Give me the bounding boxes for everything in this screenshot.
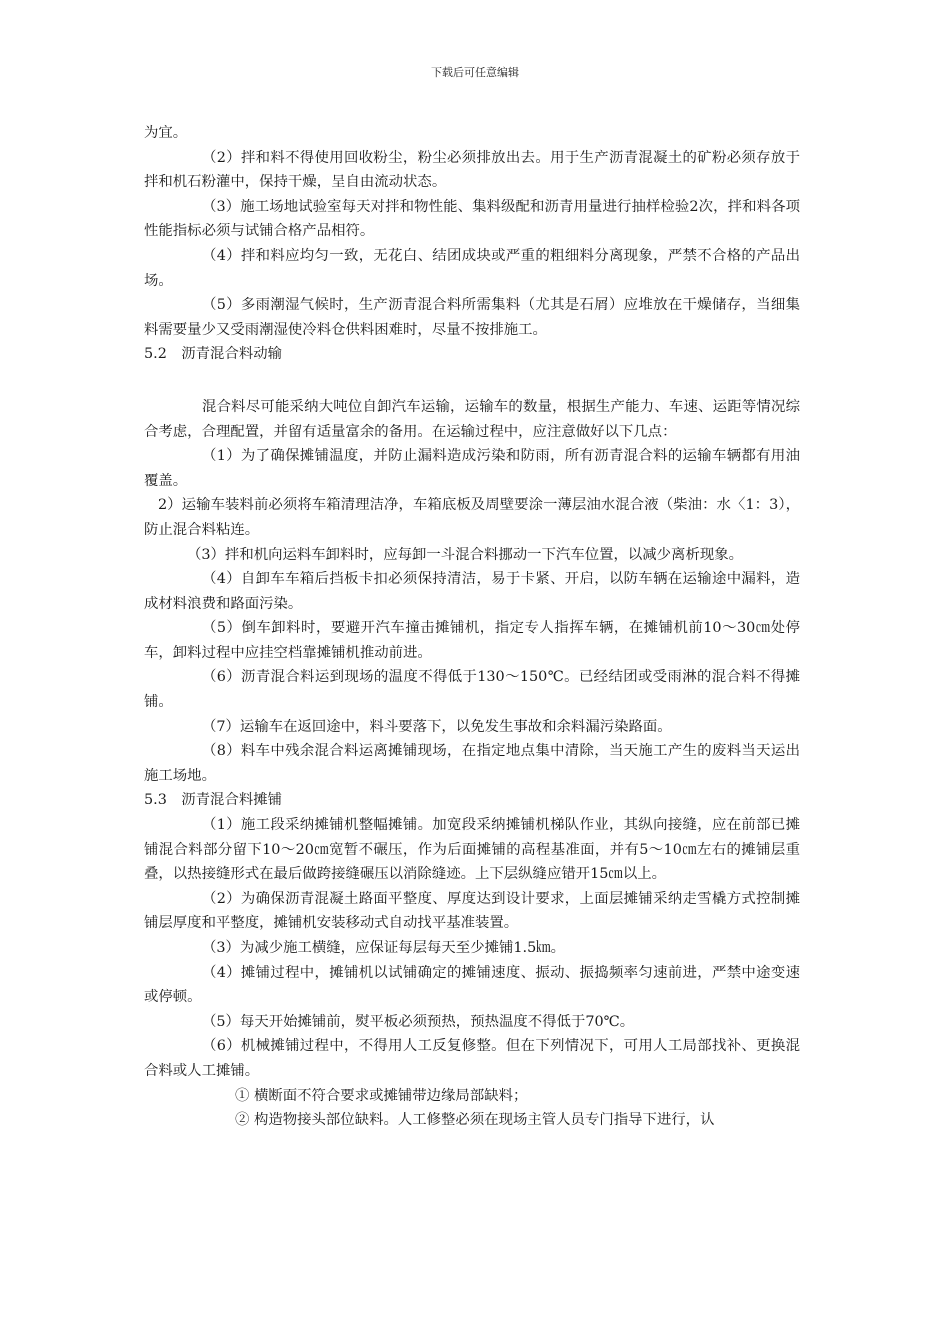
paragraph: 为宜。 [144,125,188,141]
paragraph: （6）机械摊铺过程中，不得用人工反复修整。但在下列情况下，可用人工局部找补、更换混合料或人工摊铺。 [144,1038,800,1079]
paragraph: （5）每天开始摊铺前，熨平板必须预热，预热温度不得低于70℃。 [202,1013,635,1030]
paragraph: （3）为减少施工横缝，应保证每层每天至少摊铺1.5㎞。 [202,940,566,956]
document-body [144,121,800,1133]
paragraph: （5）倒车卸料时，要避开汽车撞击摊铺机，指定专人指挥车辆，在摊铺机前10～30㎝处停车，卸料过程中应挂空档靠摊铺机推动前进。 [144,620,800,661]
paragraph: （8）料车中残余混合料运离摊铺现场，在指定地点集中清除，当天施工产生的废料当天运出施工场地。 [144,743,800,784]
list-item: ① 横断面不符合要求或摊铺带边缘局部缺料； [235,1087,528,1104]
paragraph: （4）自卸车车箱后挡板卡扣必须保持清洁，易于卡紧、开启，以防车辆在运输途中漏料，造成材料浪费和路面污染。 [144,571,800,612]
section-heading-5-3: 5.3 沥青混合料摊铺 [144,792,283,809]
paragraph: （4）摊铺过程中，摊铺机以试铺确定的摊铺速度、振动、振捣频率匀速前进，严禁中途变速或停顿。 [144,964,800,1006]
paragraph: （5）多雨潮湿气候时，生产沥青混合料所需集料（尤其是石屑）应堆放在干燥储存，当细集料需要量少又受雨潮湿使冷料仓供料困难时，尽量不按排施工。 [144,297,800,338]
paragraph: （1）施工段采纳摊铺机整幅摊铺。加宽段采纳摊铺机梯队作业，其纵向接缝，应在前部已摊铺混合料部分留下10～20㎝宽暂不碾压，作为后面摊铺的高程基准面，并有5～10㎝左右的摊铺层重叠，以热接缝形式在最后做跨接缝碾压以消除缝迹。上下层纵缝应错开15㎝以上。 [144,817,800,883]
paragraph: （6）沥青混合料运到现场的温度不得低于130～150℃。已经结团或受雨淋的混合料不得摊铺。 [144,669,800,711]
spacer [144,367,800,395]
paragraph: （2）为确保沥青混凝土路面平整度、厚度达到设计要求，上面层摊铺采纳走雪橇方式控制摊铺层厚度和平整度，摊铺机安装移动式自动找平基准装置。 [144,890,800,932]
paragraph: （1）为了确保摊铺温度，并防止漏料造成污染和防雨，所有沥青混合料的运输车辆都有用油覆盖。 [144,448,800,489]
paragraph: （4）拌和料应均匀一致，无花白、结团成块或严重的粗细料分离现象，严禁不合格的产品出场。 [144,247,800,289]
paragraph: （7）运输车在返回途中，料斗要落下，以免发生事故和余料漏污染路面。 [202,718,672,735]
paragraph: （3）施工场地试验室每天对拌和物性能、集料级配和沥青用量进行抽样检验2次，拌和料各项性能指标必须与试铺合格产品相符。 [144,198,800,240]
page-header: 下载后可任意编辑 [431,66,519,79]
list-item: ② 构造物接头部位缺料。人工修整必须在现场主管人员专门指导下进行，认 [235,1112,715,1129]
paragraph: 2）运输车装料前必须将车箱清理洁净，车箱底板及周壁要涂一薄层油水混合液（柴油：水〈1：3），防止混合料粘连。 [144,497,800,538]
paragraph: （2）拌和料不得使用回收粉尘，粉尘必须排放出去。用于生产沥青混凝土的矿粉必须存放于拌和机石粉灌中，保持干燥，呈自由流动状态。 [144,149,800,191]
paragraph: 混合料尽可能采纳大吨位自卸汽车运输，运输车的数量，根据生产能力、车速、运距等情况综合考虑，合理配置，并留有适量富余的备用。在运输过程中，应注意做好以下几点： [144,398,800,440]
paragraph: （3）拌和机向运料车卸料时，应每卸一斗混合料挪动一下汽车位置，以减少离析现象。 [187,546,744,563]
section-heading-5-2: 5.2 沥青混合料动输 [144,346,283,363]
